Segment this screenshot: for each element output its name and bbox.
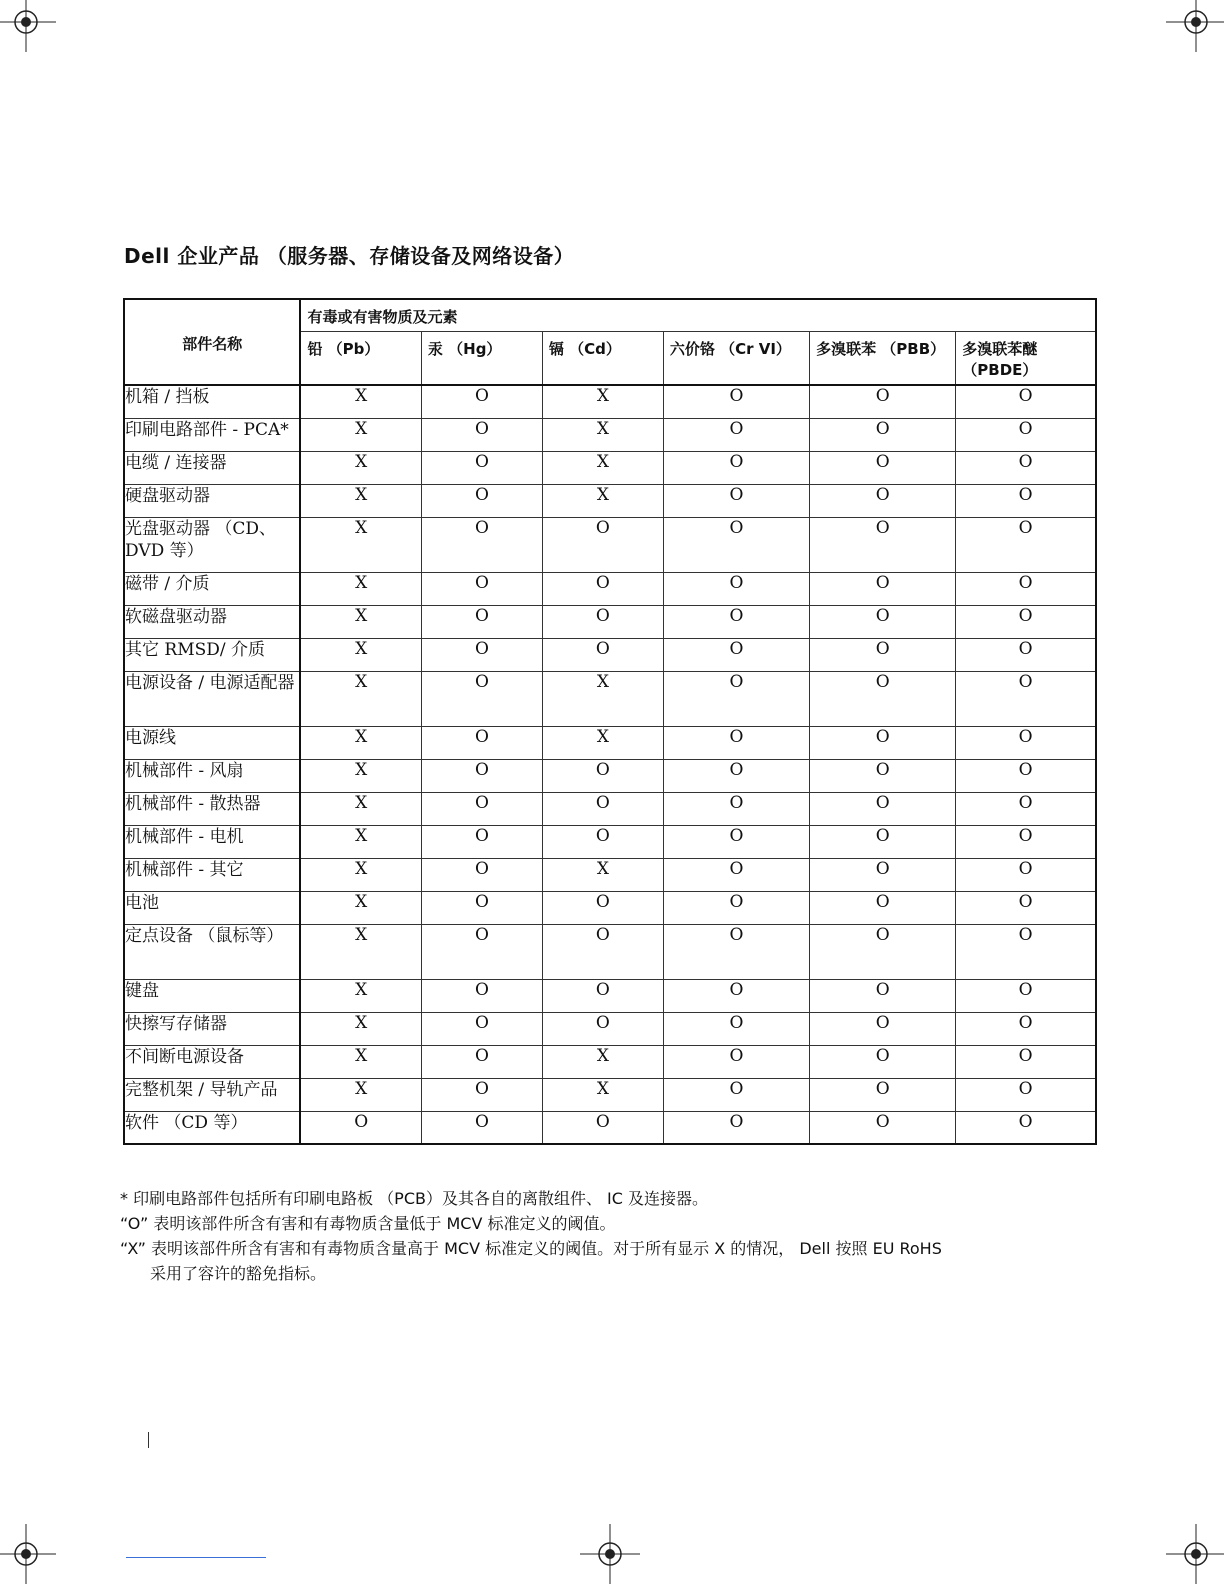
substance-mark-cell: O: [956, 726, 1096, 759]
table-row: [124, 1045, 1096, 1078]
substance-mark-cell: O: [956, 1111, 1096, 1144]
substance-mark-cell: X: [300, 572, 421, 605]
substance-mark-cell: O: [542, 979, 663, 1012]
substance-mark-cell: O: [810, 979, 956, 1012]
substance-mark-cell: O: [810, 638, 956, 671]
substance-mark-cell: X: [300, 891, 421, 924]
substance-mark-cell: O: [663, 517, 809, 572]
substance-mark-cell: O: [956, 858, 1096, 891]
substance-mark-cell: O: [810, 1078, 956, 1111]
part-name-cell: 软磁盘驱动器: [124, 605, 300, 638]
part-name-cell: 其它 RMSD/ 介质: [124, 638, 300, 671]
table-row: [124, 484, 1096, 517]
footnote-x-mark: “X” 表明该部件所含有害和有毒物质含量高于 MCV 标准定义的阈值。对于所有显示 X 的情况， Dell 按照 EU RoHS: [120, 1239, 942, 1258]
substance-mark-cell: X: [300, 979, 421, 1012]
table-row: [124, 1111, 1096, 1144]
substance-mark-cell: O: [421, 759, 542, 792]
substance-mark-cell: O: [956, 792, 1096, 825]
substance-mark-cell: O: [956, 891, 1096, 924]
substance-mark-cell: O: [810, 792, 956, 825]
substance-mark-cell: O: [810, 726, 956, 759]
table-row: [124, 385, 1096, 418]
part-name-cell: 定点设备 （鼠标等）: [124, 924, 300, 979]
table-row: [124, 891, 1096, 924]
part-name-cell: 电池: [124, 891, 300, 924]
registration-mark-top-right: [1166, 0, 1224, 52]
substance-mark-cell: O: [663, 924, 809, 979]
substance-mark-cell: X: [300, 825, 421, 858]
substance-mark-cell: O: [663, 891, 809, 924]
substance-mark-cell: X: [300, 1045, 421, 1078]
table-row: [124, 792, 1096, 825]
substance-mark-cell: O: [663, 1111, 809, 1144]
substance-mark-cell: O: [421, 792, 542, 825]
substance-mark-cell: O: [663, 858, 809, 891]
substance-mark-cell: O: [421, 858, 542, 891]
substance-mark-cell: X: [542, 451, 663, 484]
substance-mark-cell: X: [542, 1078, 663, 1111]
table-row: [124, 759, 1096, 792]
substance-mark-cell: O: [956, 1012, 1096, 1045]
substance-mark-cell: O: [542, 924, 663, 979]
part-name-cell: 硬盘驱动器: [124, 484, 300, 517]
table-row: [124, 572, 1096, 605]
substance-mark-cell: O: [542, 517, 663, 572]
table-row: [124, 418, 1096, 451]
substance-mark-cell: O: [663, 825, 809, 858]
substance-mark-cell: X: [542, 1045, 663, 1078]
substance-mark-cell: O: [421, 484, 542, 517]
substance-mark-cell: O: [956, 1045, 1096, 1078]
footnote-pca: * 印刷电路部件包括所有印刷电路板 （PCB）及其各自的离散组件、 IC 及连接器。: [120, 1189, 709, 1208]
substance-mark-cell: O: [421, 979, 542, 1012]
margin-bar: [148, 1432, 149, 1448]
column-header-pbb: 多溴联苯 （PBB）: [810, 332, 956, 386]
substance-mark-cell: O: [810, 484, 956, 517]
table-row: [124, 638, 1096, 671]
substance-mark-cell: O: [300, 1111, 421, 1144]
hazardous-substances-table: [123, 298, 1097, 1145]
substance-mark-cell: O: [663, 759, 809, 792]
substance-mark-cell: O: [810, 1045, 956, 1078]
substance-mark-cell: O: [421, 605, 542, 638]
part-name-cell: 光盘驱动器 （CD、 DVD 等）: [124, 517, 300, 572]
substance-mark-cell: O: [421, 418, 542, 451]
substance-mark-cell: X: [542, 385, 663, 418]
substance-mark-cell: O: [663, 385, 809, 418]
part-name-cell: 软件 （CD 等）: [124, 1111, 300, 1144]
substance-mark-cell: O: [663, 1045, 809, 1078]
table-row: [124, 825, 1096, 858]
substance-mark-cell: O: [810, 825, 956, 858]
table-row: [124, 979, 1096, 1012]
substance-mark-cell: O: [810, 891, 956, 924]
substance-mark-cell: O: [956, 572, 1096, 605]
part-name-cell: 磁带 / 介质: [124, 572, 300, 605]
substance-mark-cell: O: [421, 1111, 542, 1144]
substance-mark-cell: O: [421, 638, 542, 671]
substance-mark-cell: O: [421, 726, 542, 759]
footnote-o-mark: “O” 表明该部件所含有害和有毒物质含量低于 MCV 标准定义的阈值。: [120, 1214, 616, 1233]
substance-mark-cell: O: [663, 979, 809, 1012]
substance-mark-cell: O: [663, 1012, 809, 1045]
substance-mark-cell: O: [810, 517, 956, 572]
substance-mark-cell: O: [542, 759, 663, 792]
part-name-cell: 键盘: [124, 979, 300, 1012]
substance-mark-cell: O: [421, 1045, 542, 1078]
substance-mark-cell: O: [421, 385, 542, 418]
substance-mark-cell: X: [300, 924, 421, 979]
substance-mark-cell: X: [542, 418, 663, 451]
substance-mark-cell: X: [300, 418, 421, 451]
part-name-cell: 机械部件 - 散热器: [124, 792, 300, 825]
substance-mark-cell: O: [956, 979, 1096, 1012]
substance-mark-cell: O: [421, 1012, 542, 1045]
substance-mark-cell: O: [421, 671, 542, 726]
substance-mark-cell: X: [300, 605, 421, 638]
table-row: [124, 726, 1096, 759]
substance-mark-cell: O: [421, 825, 542, 858]
part-name-cell: 不间断电源设备: [124, 1045, 300, 1078]
registration-mark-bottom-right: [1166, 1524, 1224, 1584]
substance-mark-cell: O: [810, 759, 956, 792]
substance-mark-cell: X: [300, 1012, 421, 1045]
substance-mark-cell: X: [300, 792, 421, 825]
substance-mark-cell: X: [300, 1078, 421, 1111]
registration-mark-bottom-center: [580, 1524, 640, 1584]
substance-mark-cell: O: [542, 572, 663, 605]
table-row: [124, 517, 1096, 572]
table-row: [124, 671, 1096, 726]
part-name-cell: 机械部件 - 电机: [124, 825, 300, 858]
registration-mark-top-left: [0, 0, 56, 52]
substance-mark-cell: X: [542, 858, 663, 891]
column-header-pbde: 多溴联苯醚 （PBDE）: [956, 332, 1096, 386]
substance-mark-cell: X: [300, 759, 421, 792]
substance-mark-cell: X: [300, 517, 421, 572]
substance-mark-cell: O: [956, 418, 1096, 451]
part-name-cell: 快擦写存储器: [124, 1012, 300, 1045]
footer-rule: [126, 1557, 266, 1558]
part-name-cell: 电源线: [124, 726, 300, 759]
column-header-cd: 镉 （Cd）: [542, 332, 663, 386]
substance-mark-cell: O: [810, 418, 956, 451]
substance-mark-cell: O: [663, 451, 809, 484]
substance-mark-cell: O: [956, 451, 1096, 484]
substance-mark-cell: O: [810, 1111, 956, 1144]
table-row: [124, 451, 1096, 484]
table-row: [124, 924, 1096, 979]
substance-mark-cell: O: [663, 418, 809, 451]
substance-mark-cell: O: [956, 605, 1096, 638]
registration-mark-bottom-left: [0, 1524, 56, 1584]
substance-mark-cell: O: [663, 792, 809, 825]
substance-mark-cell: X: [542, 671, 663, 726]
substance-mark-cell: O: [810, 572, 956, 605]
substance-mark-cell: O: [956, 671, 1096, 726]
part-name-cell: 电源设备 / 电源适配器: [124, 671, 300, 726]
substance-mark-cell: O: [421, 1078, 542, 1111]
part-name-cell: 机械部件 - 其它: [124, 858, 300, 891]
substance-mark-cell: O: [421, 517, 542, 572]
column-header-cr6: 六价铬 （Cr VI）: [663, 332, 809, 386]
column-header-hg: 汞 （Hg）: [421, 332, 542, 386]
substance-mark-cell: O: [663, 1078, 809, 1111]
substance-mark-cell: X: [300, 484, 421, 517]
substance-mark-cell: X: [300, 858, 421, 891]
substance-mark-cell: O: [810, 858, 956, 891]
substance-mark-cell: X: [542, 726, 663, 759]
column-header-pb: 铅 （Pb）: [300, 332, 421, 386]
substance-mark-cell: O: [810, 924, 956, 979]
substance-mark-cell: O: [956, 638, 1096, 671]
substance-mark-cell: O: [663, 484, 809, 517]
substance-mark-cell: X: [300, 671, 421, 726]
substances-group-header: 有毒或有害物质及元素: [300, 299, 1096, 332]
substance-mark-cell: O: [956, 924, 1096, 979]
substance-mark-cell: O: [542, 891, 663, 924]
substance-mark-cell: O: [810, 451, 956, 484]
substance-mark-cell: X: [542, 484, 663, 517]
substance-mark-cell: X: [300, 385, 421, 418]
substance-mark-cell: O: [956, 1078, 1096, 1111]
substance-mark-cell: O: [663, 638, 809, 671]
substance-mark-cell: X: [300, 726, 421, 759]
part-name-cell: 机箱 / 挡板: [124, 385, 300, 418]
substance-mark-cell: O: [956, 385, 1096, 418]
substance-mark-cell: O: [810, 605, 956, 638]
part-name-header: 部件名称: [124, 299, 300, 385]
table-row: [124, 858, 1096, 891]
table-body: [124, 385, 1096, 1144]
part-name-cell: 印刷电路部件 - PCA*: [124, 418, 300, 451]
substance-mark-cell: O: [956, 825, 1096, 858]
substance-mark-cell: O: [663, 605, 809, 638]
substance-mark-cell: O: [663, 671, 809, 726]
substance-mark-cell: O: [421, 572, 542, 605]
substance-mark-cell: O: [421, 924, 542, 979]
substance-mark-cell: O: [956, 759, 1096, 792]
part-name-cell: 机械部件 - 风扇: [124, 759, 300, 792]
table-row: [124, 605, 1096, 638]
page-title: Dell 企业产品 （服务器、存储设备及网络设备）: [124, 244, 575, 268]
substance-mark-cell: O: [542, 1012, 663, 1045]
substance-mark-cell: O: [810, 671, 956, 726]
substance-mark-cell: O: [956, 484, 1096, 517]
substance-mark-cell: O: [956, 517, 1096, 572]
substance-mark-cell: X: [300, 451, 421, 484]
footnotes: [120, 1186, 1100, 1286]
table-row: [124, 1078, 1096, 1111]
substance-mark-cell: X: [300, 638, 421, 671]
substance-mark-cell: O: [542, 1111, 663, 1144]
footnote-x-mark-continued: 采用了容许的豁免指标。: [150, 1264, 327, 1283]
substance-mark-cell: O: [663, 726, 809, 759]
substance-mark-cell: O: [542, 638, 663, 671]
substance-mark-cell: O: [542, 825, 663, 858]
substance-mark-cell: O: [542, 605, 663, 638]
part-name-cell: 完整机架 / 导轨产品: [124, 1078, 300, 1111]
substance-mark-cell: O: [421, 891, 542, 924]
substance-mark-cell: O: [663, 572, 809, 605]
substance-mark-cell: O: [542, 792, 663, 825]
substance-mark-cell: O: [421, 451, 542, 484]
substance-mark-cell: O: [810, 1012, 956, 1045]
part-name-cell: 电缆 / 连接器: [124, 451, 300, 484]
table-row: [124, 1012, 1096, 1045]
substance-mark-cell: O: [810, 385, 956, 418]
